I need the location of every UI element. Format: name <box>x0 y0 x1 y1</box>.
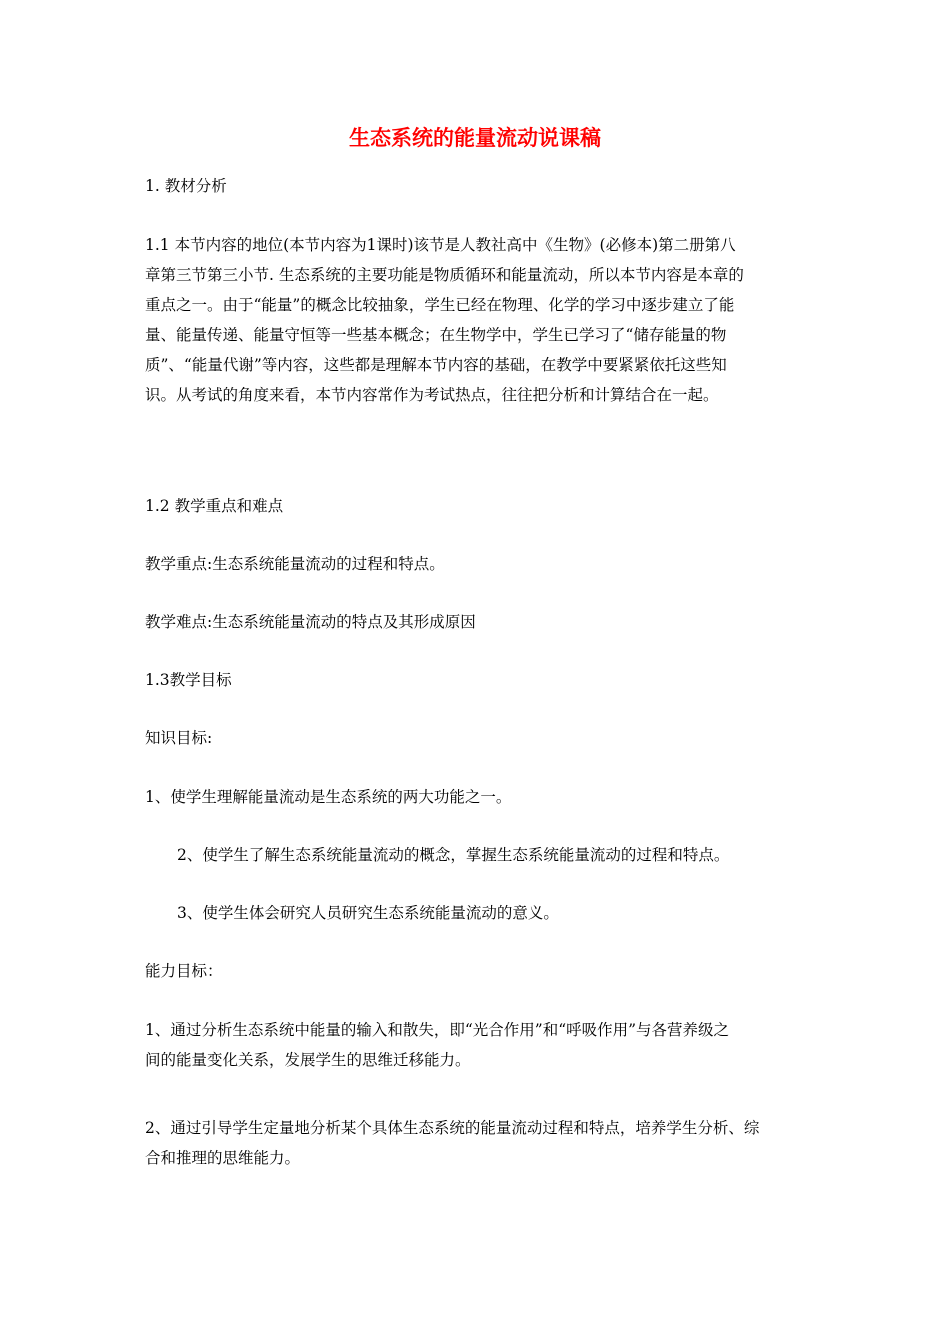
key-point-text: 教学重点:生态系统能量流动的过程和特点。 <box>145 555 445 573</box>
knowledge-objective-item: 3、使学生体会研究人员研究生态系统能量流动的意义。 <box>177 904 559 922</box>
paragraph-line: 1.1 本节内容的地位(本节内容为1课时)该节是人教社高中《生物》(必修本)第二册第八 <box>145 236 736 254</box>
knowledge-objectives-heading: 知识目标: <box>145 729 213 747</box>
section-heading-teaching-objectives: 1.3教学目标 <box>145 671 232 689</box>
section-heading-teaching-material-analysis: 1. 教材分析 <box>145 177 227 195</box>
paragraph-line: 量、能量传递、能量守恒等一些基本概念；在生物学中，学生已学习了“储存能量的物 <box>145 326 727 344</box>
paragraph-line: 2、通过引导学生定量地分析某个具体生态系统的能量流动过程和特点，培养学生分析、综 <box>145 1119 760 1137</box>
document-title: 生态系统的能量流动说课稿 <box>349 126 601 150</box>
paragraph-line: 质”、“能量代谢”等内容，这些都是理解本节内容的基础，在教学中要紧紧依托这些知 <box>145 356 727 374</box>
paragraph-line: 1、通过分析生态系统中能量的输入和散失，即“光合作用”和“呼吸作用”与各营养级之 <box>145 1021 730 1039</box>
difficult-point-text: 教学难点:生态系统能量流动的特点及其形成原因 <box>145 613 476 631</box>
paragraph-line: 重点之一。由于“能量”的概念比较抽象，学生已经在物理、化学的学习中逐步建立了能 <box>145 296 735 314</box>
paragraph-line: 间的能量变化关系，发展学生的思维迁移能力。 <box>145 1051 471 1069</box>
ability-objective-item <box>145 1113 811 1173</box>
knowledge-objective-item: 1、使学生理解能量流动是生态系统的两大功能之一。 <box>145 788 512 806</box>
section-1-1-position-paragraph <box>145 230 811 410</box>
paragraph-line: 章第三节第三小节. 生态系统的主要功能是物质循环和能量流动，所以本节内容是本章的 <box>145 266 744 284</box>
paragraph-line: 识。从考试的角度来看，本节内容常作为考试热点，往往把分析和计算结合在一起。 <box>145 386 719 404</box>
ability-objective-item <box>145 1015 811 1075</box>
ability-objectives-heading: 能力目标： <box>145 962 223 980</box>
section-heading-key-and-difficult-points: 1.2 教学重点和难点 <box>145 497 284 515</box>
knowledge-objective-item: 2、使学生了解生态系统能量流动的概念，掌握生态系统能量流动的过程和特点。 <box>177 846 730 864</box>
paragraph-line: 合和推理的思维能力。 <box>145 1149 301 1167</box>
